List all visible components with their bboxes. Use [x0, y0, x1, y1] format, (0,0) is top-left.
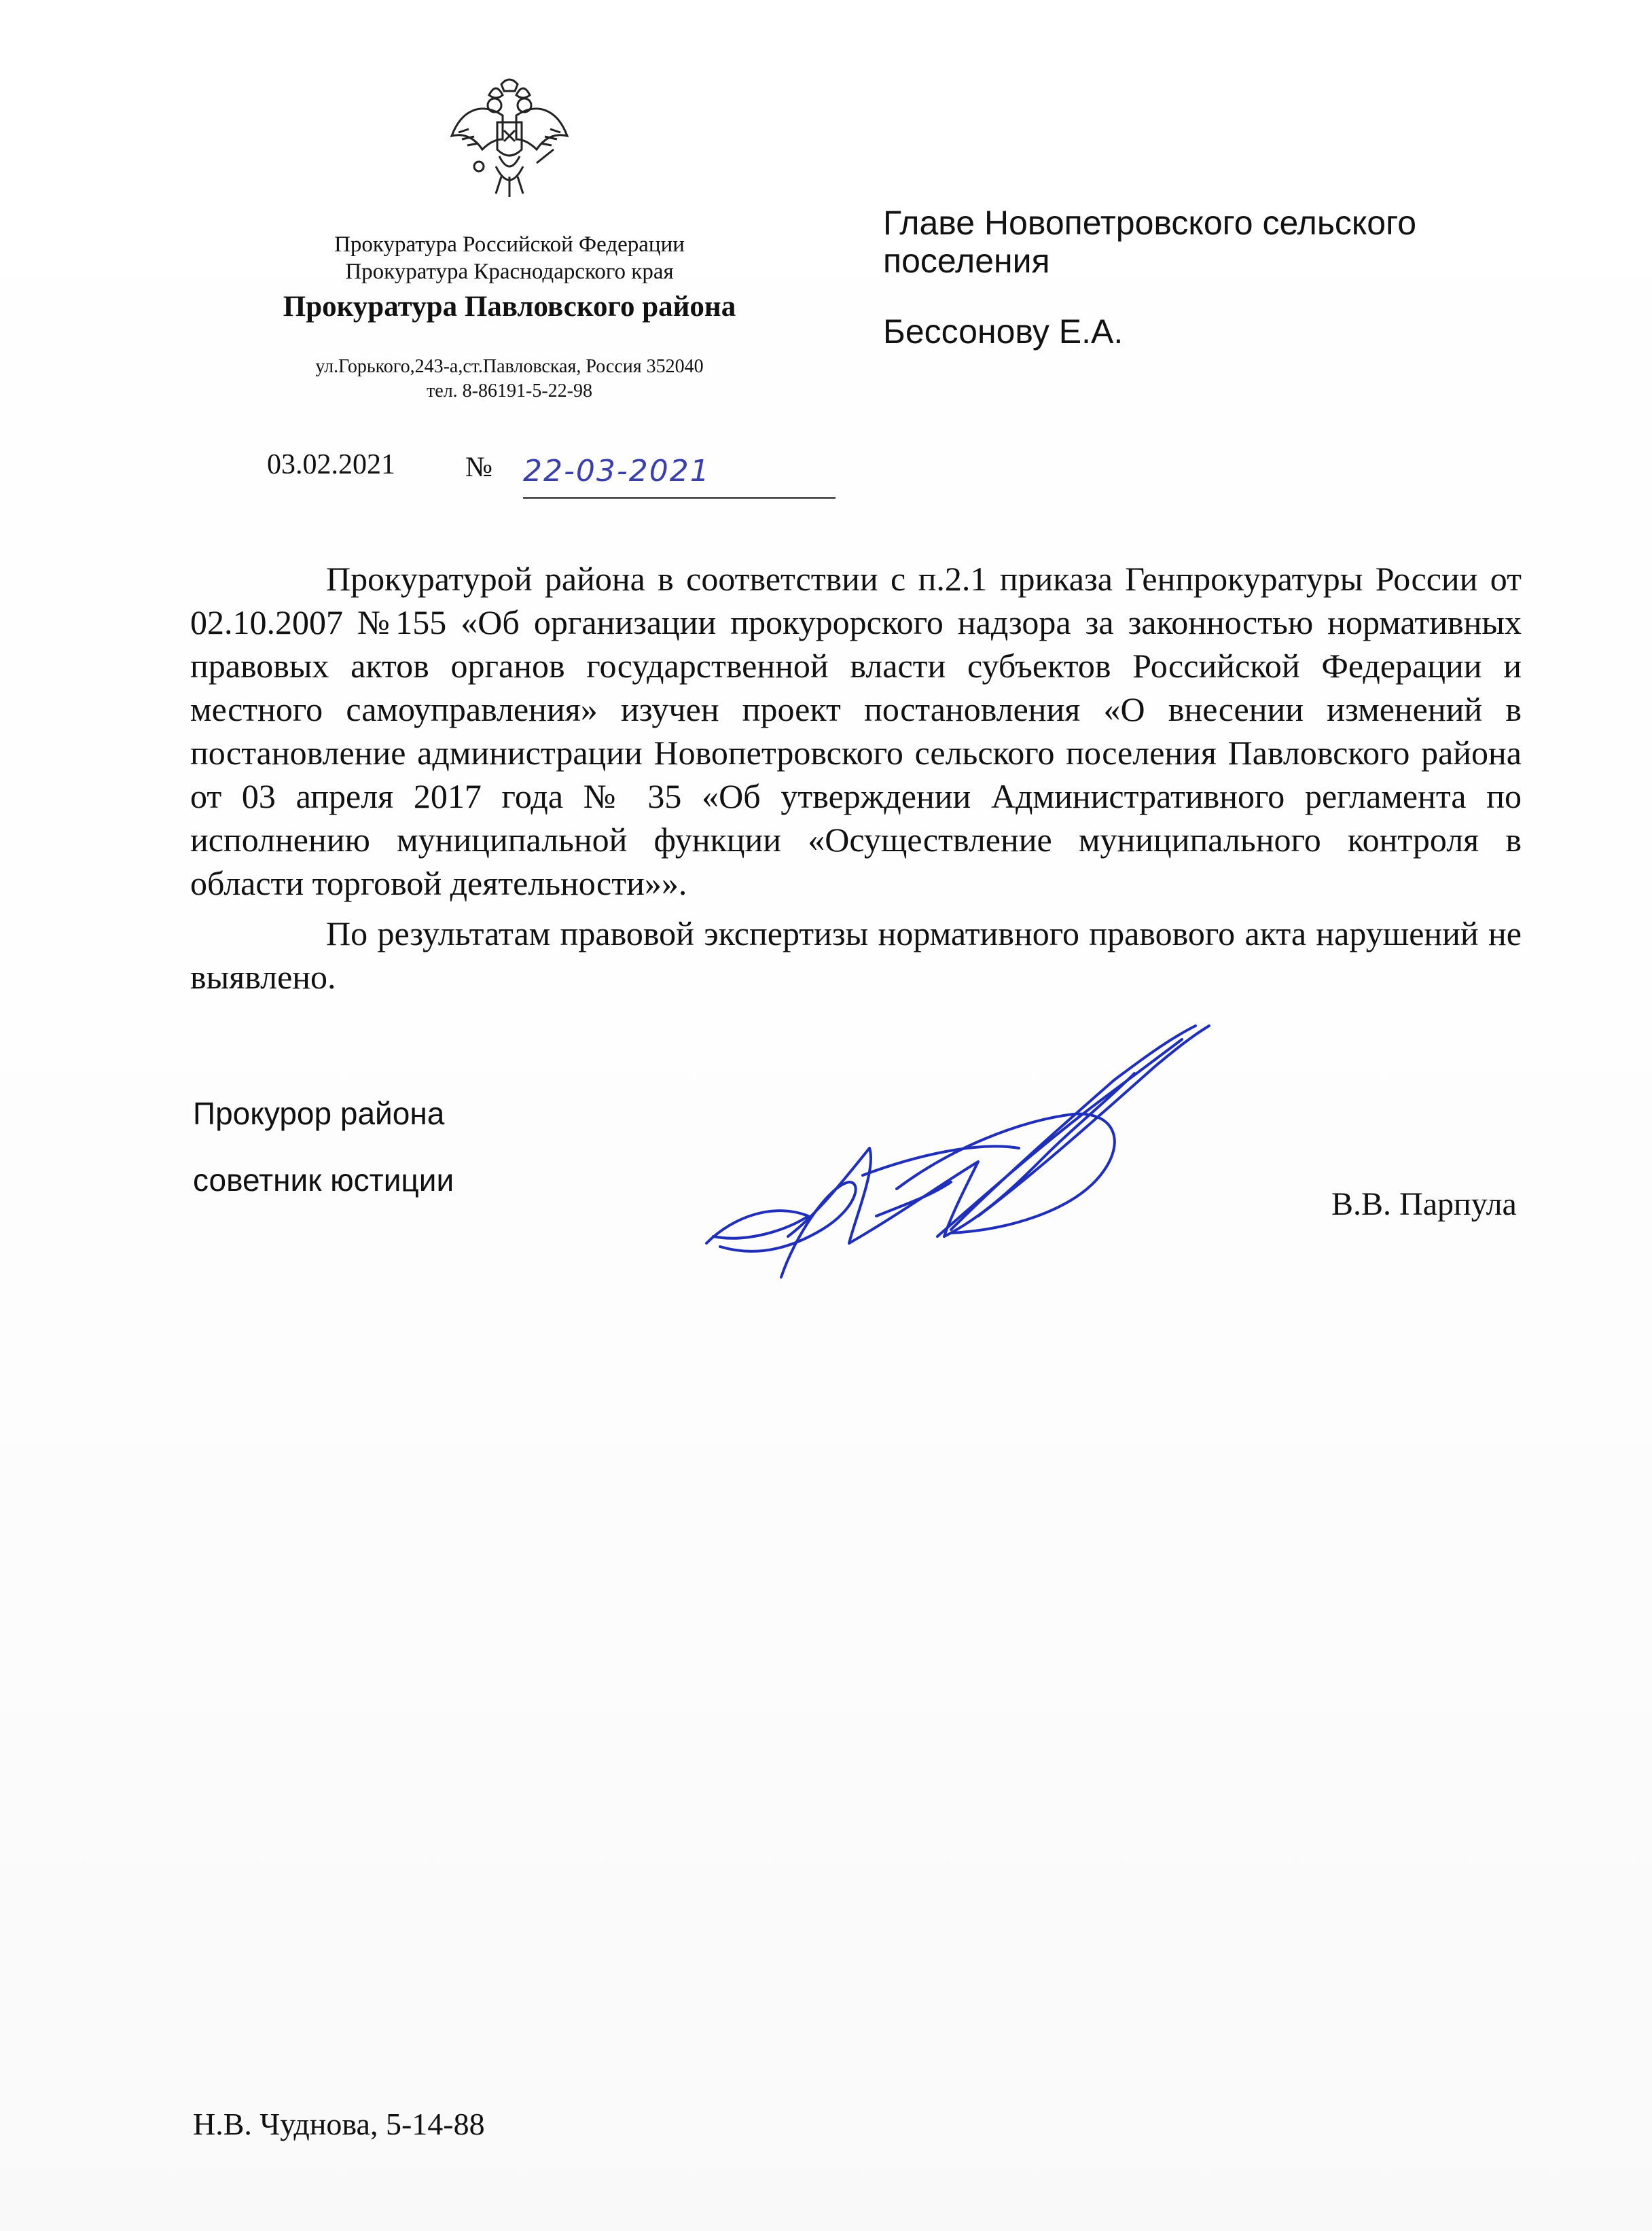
- sender-address: ул.Горького,243-а,ст.Павловская, Россия 352040: [315, 356, 704, 377]
- recipient-position-line1: Главе Новопетровского сельского: [883, 204, 1417, 242]
- executor-contact: Н.В. Чуднова, 5-14-88: [193, 2107, 485, 2141]
- body-paragraph-1: Прокуратурой района в соответствии с п.2.1 приказа Генпрокуратуры России от 02.10.2007 №155 «Об организации прокурорского надзора за законностью нормативных правовых актов органов государственной власти субъектов Российской Федерации и местного самоуправления» изучен проект постановления «О внесении изменений в постановление администрации Новопетровского сельского поселения Павловского района от 03 апреля 2017 года № 35 «Об утверждении Административного регламента по исполнению муниципальной функции «Осуществление муниципального контроля в области торговой деятельности»».: [190, 560, 1522, 902]
- recipient-block: [883, 204, 1494, 351]
- body-paragraph-2: По результатам правовой экспертизы нормативного правового акта нарушений не выявлено.: [190, 914, 1522, 996]
- org-line-federation: Прокуратура Российской Федерации: [334, 232, 685, 257]
- org-line-district: Прокуратура Павловского района: [283, 291, 736, 323]
- handwritten-signature: [693, 1012, 1223, 1298]
- signer-title: Прокурор района: [193, 1096, 445, 1131]
- signer-rank: советник юстиции: [193, 1162, 454, 1198]
- coat-of-arms-icon: [442, 75, 577, 204]
- number-label: №: [465, 452, 493, 483]
- org-line-region: Прокуратура Краснодарского края: [345, 260, 674, 284]
- document-date: 03.02.2021: [267, 449, 395, 480]
- recipient-position-line2: поселения: [883, 242, 1050, 280]
- recipient-name: Бессонову Е.А.: [883, 313, 1124, 351]
- number-underline: [523, 497, 836, 499]
- letter-body: [190, 557, 1522, 999]
- sender-phone: тел. 8-86191-5-22-98: [427, 380, 592, 401]
- registration-number: 22-03-2021: [523, 454, 711, 488]
- signer-name: В.В. Парпула: [1331, 1186, 1517, 1222]
- sender-block: [204, 231, 815, 404]
